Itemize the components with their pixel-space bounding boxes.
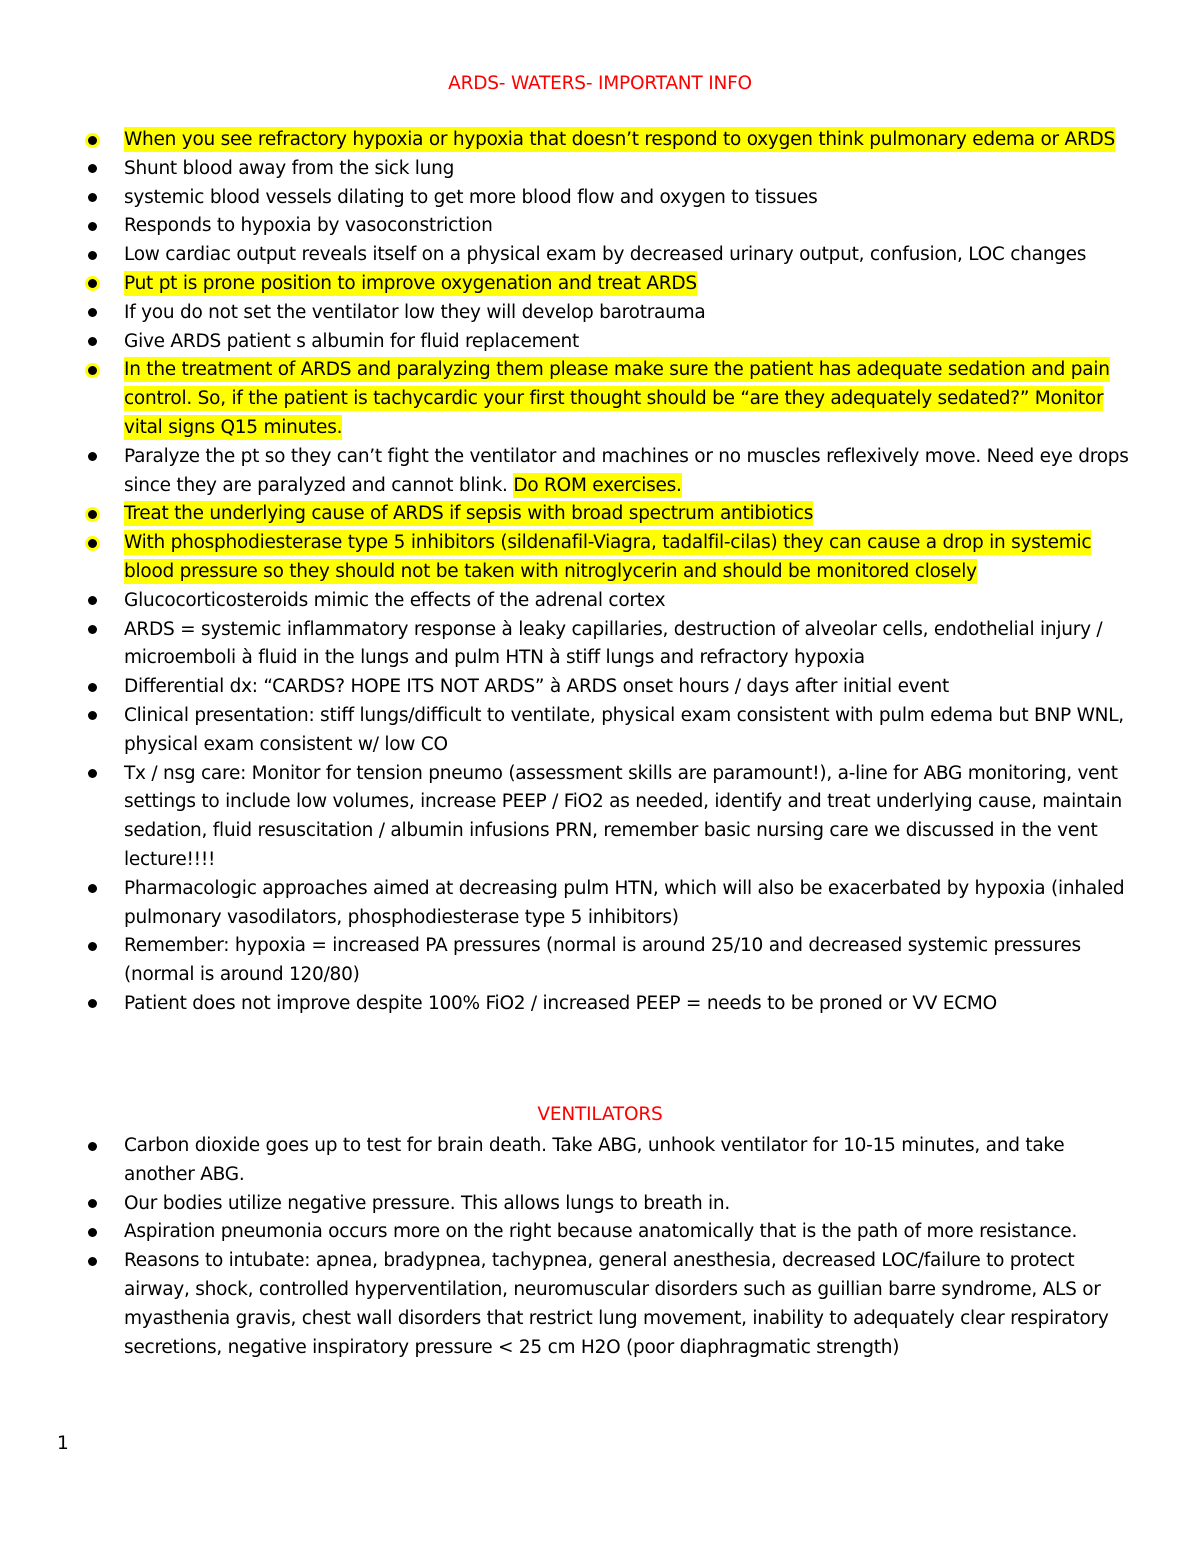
ards-bullet-item — [0, 299, 1130, 328]
page-title: ARDS- WATERS- IMPORTANT INFO — [448, 73, 752, 94]
ards-bullet-item — [0, 500, 1130, 529]
bullet-text: Low cardiac output reveals itself on a physical exam by decreased urinary output, confusion, LOC changes — [124, 244, 1087, 266]
bullet-dot-icon — [88, 884, 97, 893]
bullet-text: ARDS = systemic inflammatory response à leaky capillaries, destruction of alveolar cells, endothelial injury / microemboli à fluid in the lungs and pulm HTN à stiff lungs and refractory hypoxia — [124, 618, 1103, 669]
ards-bullet-item — [0, 212, 1130, 241]
bullet-text: systemic blood vessels dilating to get more blood flow and oxygen to tissues — [124, 186, 818, 208]
bullet-text: Treat the underlying cause of ARDS if sepsis with broad spectrum antibiotics — [124, 503, 814, 525]
bullet-dot-icon — [88, 452, 97, 461]
bullet-text: Pharmacologic approaches aimed at decreasing pulm HTN, which will also be exacerbated by hypoxia (inhaled pulmonary vasodilators, phosphodiesterase type 5 inhibitors) — [124, 877, 1125, 928]
bullet-dot-icon — [88, 136, 97, 145]
ards-bullet-item — [0, 184, 1130, 213]
ards-bullet-item — [0, 990, 1130, 1019]
ventilator-bullet-item — [0, 1190, 1130, 1219]
bullet-dot-icon — [88, 222, 97, 231]
ventilator-bullet-item — [0, 1247, 1130, 1362]
bullet-text: When you see refractory hypoxia or hypoxia that doesn’t respond to oxygen think pulmonary edema or ARDS — [124, 129, 1116, 150]
bullet-text: In the treatment of ARDS and paralyzing them please make sure the patient has adequate sedation and pain control. So, if the patient is tachycardic your first thought should be “are they adequately sedated?” Monitor vital signs Q15 minutes. — [124, 359, 1110, 438]
ards-bullet-item — [0, 328, 1130, 357]
bullet-dot-icon — [88, 683, 97, 692]
bullet-text: Put pt is prone position to improve oxygenation and treat ARDS — [124, 272, 697, 294]
bullet-text: Carbon dioxide goes up to test for brain death. Take ABG, unhook ventilator for 10-15 minutes, and take another ABG. — [124, 1135, 1065, 1185]
bullet-dot-icon — [88, 308, 97, 317]
ards-bullet-item — [0, 616, 1130, 674]
bullet-dot-icon — [88, 279, 97, 288]
bullet-dot-icon — [88, 942, 97, 951]
bullet-text: Our bodies utilize negative pressure. This allows lungs to breath in. — [124, 1192, 731, 1214]
bullet-dot-icon — [88, 596, 97, 605]
page-number: 1 — [57, 1433, 69, 1454]
bullet-dot-icon — [88, 337, 97, 346]
bullet-text: Reasons to intubate: apnea, bradypnea, tachypnea, general anesthesia, decreased LOC/failure to protect airway, shock, controlled hyperventilation, neuromuscular disorders such as guillian barre syndrome, ALS or myasthenia gravis, chest wall disorders that restrict lung movement, inability to adequately clear respiratory secretions, negative inspiratory pressure < 25 cm H2O (poor diaphragmatic strength) — [124, 1250, 1109, 1358]
bullet-dot-icon — [88, 711, 97, 720]
bullet-text: Shunt blood away from the sick lung — [124, 157, 455, 179]
bullet-dot-icon — [88, 769, 97, 778]
bullet-text: Aspiration pneumonia occurs more on the right because anatomically that is the path of more resistance. — [124, 1221, 1078, 1243]
bullet-text: Glucocorticosteroids mimic the effects of the adrenal cortex — [124, 589, 666, 611]
bullet-dot-icon — [88, 1199, 97, 1208]
bullet-dot-icon — [88, 510, 97, 519]
ards-bullet-item — [0, 356, 1130, 442]
bullet-text: Differential dx: “CARDS? HOPE ITS NOT ARDS” à ARDS onset hours / days after initial event — [124, 676, 950, 698]
ventilator-bullet-item — [0, 1132, 1130, 1190]
ards-bullet-item — [0, 241, 1130, 270]
bullet-dot-icon — [88, 1142, 97, 1151]
bullet-text: Paralyze the pt so they can’t fight the ventilator and machines or no muscles reflexively move. Need eye drops since they are paralyzed and cannot blink. — [124, 445, 1129, 496]
bullet-text: With phosphodiesterase type 5 inhibitors (sildenafil-Viagra, tadalfil-cilas) they can cause a drop in systemic blood pressure so they should not be taken with nitroglycerin and should be monitored closely — [124, 532, 1092, 582]
bullet-highlighted-note: Do ROM exercises. — [513, 474, 682, 496]
bullet-text: Tx / nsg care: Monitor for tension pneumo (assessment skills are paramount!), a-line for ABG monitoring, vent settings to include low volumes, increase PEEP / FiO2 as needed, identify and treat underlying cause, maintain sedation, fluid resuscitation / albumin infusions PRN, remember basic nursing care we discussed in the vent lecture!!!! — [124, 762, 1122, 870]
ards-bullet-item — [0, 443, 1130, 501]
bullet-text: Patient does not improve despite 100% FiO2 / increased PEEP = needs to be proned or VV ECMO — [124, 992, 997, 1014]
bullet-text: Clinical presentation: stiff lungs/difficult to ventilate, physical exam consistent with pulm edema but BNP WNL, physical exam consistent w/ low CO — [124, 704, 1124, 755]
ards-bullet-item — [0, 673, 1130, 702]
bullet-text: Remember: hypoxia = increased PA pressures (normal is around 25/10 and decreased systemic pressures (normal is around 120/80) — [124, 935, 1081, 986]
bullet-dot-icon — [88, 251, 97, 260]
ards-bullet-item — [0, 529, 1130, 587]
ards-bullet-item — [0, 155, 1130, 184]
ventilators-section-title: VENTILATORS — [537, 1104, 663, 1125]
bullet-dot-icon — [88, 539, 97, 548]
ards-bullet-item — [0, 760, 1130, 875]
bullet-dot-icon — [88, 625, 97, 634]
ards-bullet-item — [0, 875, 1130, 933]
bullet-dot-icon — [88, 366, 97, 375]
ards-bullet-item — [0, 270, 1130, 299]
bullet-text: Responds to hypoxia by vasoconstriction — [124, 215, 493, 237]
ards-bullet-list — [0, 126, 1130, 1019]
bullet-dot-icon — [88, 999, 97, 1008]
bullet-dot-icon — [88, 1228, 97, 1237]
bullet-text: If you do not set the ventilator low they will develop barotrauma — [124, 301, 706, 323]
ventilator-bullet-item — [0, 1218, 1130, 1247]
ards-bullet-item — [0, 702, 1130, 760]
ards-bullet-item — [0, 932, 1130, 990]
ards-bullet-item — [0, 126, 1130, 155]
bullet-dot-icon — [88, 193, 97, 202]
ventilators-bullet-list — [0, 1132, 1130, 1362]
bullet-dot-icon — [88, 1257, 97, 1266]
bullet-dot-icon — [88, 164, 97, 173]
ards-bullet-item — [0, 587, 1130, 616]
bullet-text: Give ARDS patient s albumin for fluid replacement — [124, 330, 579, 352]
